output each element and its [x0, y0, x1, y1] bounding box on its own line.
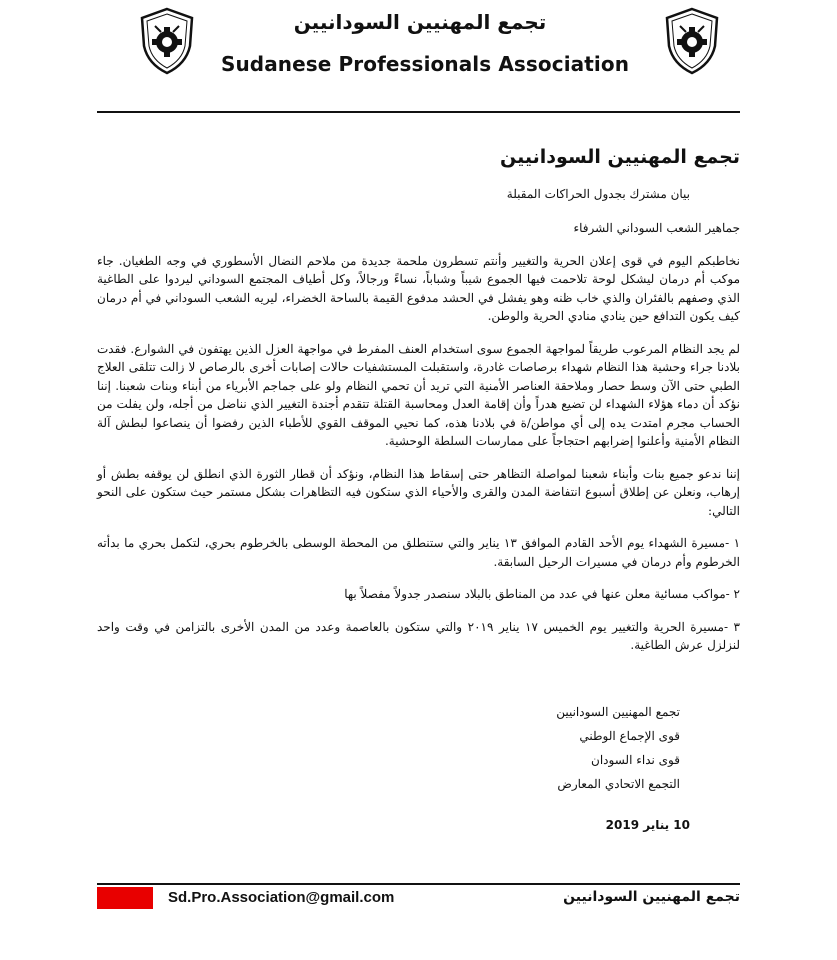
statement-greeting: جماهير الشعب السوداني الشرفاء [573, 221, 740, 235]
signatories [440, 700, 680, 796]
footer-divider [97, 883, 740, 885]
header-title-arabic: تجمع المهنيين السودانيين [293, 10, 547, 34]
spa-logo-left-icon [137, 6, 197, 76]
paragraph-1: نخاطبكم اليوم في قوى إعلان الحرية والتغيير وأنتم تسطرون ملحمة جديدة من ملاحم النضال الأسطوري في وجه الطغيان. جاء موكب أم درمان ليشكل لوحة تلاحمت فيها الجموع شيباً وشباباً، نساءً ورجالاً، وكل أطياف المجتمع السوداني ليردوا على الطاغية الذي وصفهم بالفئران والذي خاب ظنه وهو يفشل في الحشد مدفوع القيمة بالساحة الخضراء، ليريه الشعب السوداني في أم درمان كيف يكون التدافع حين ينادي منادي الحرية والوطن. [97, 253, 740, 323]
statement-date: 10 يناير 2019 [605, 818, 690, 832]
spa-logo-right-icon [662, 6, 722, 76]
schedule-item-2: ٢ -مواكب مسائية معلن عنها في عدد من المناطق بالبلاد سنصدر جدولاً مفصلاً بها [344, 587, 740, 601]
schedule-item-1: ١ -مسيرة الشهداء يوم الأحد القادم الموافق ١٣ يناير والتي ستنطلق من المحطة الوسطى بالخرطوم بحري، لتكمل بحري ما بدأته الخرطوم وأم درمان في مسيرات الرحيل السابقة. [97, 536, 741, 569]
signatory-1: تجمع المهنيين السودانيين [556, 705, 680, 719]
header-divider [97, 111, 740, 113]
signatory-2: قوى الإجماع الوطني [579, 729, 680, 743]
footer-email: Sd.Pro.Association@gmail.com [168, 889, 395, 906]
footer-org-name: تجمع المهنيين السودانيين [563, 889, 740, 905]
signatory-4: التجمع الاتحادي المعارض [557, 777, 680, 791]
header-title-english: Sudanese Professionals Association [220, 52, 630, 76]
paragraph-2: لم يجد النظام المرعوب طريقاً لمواجهة الجموع سوى استخدام العنف المفرط في مواجهة العزل الذين يهتفون في الشوارع. فقدت بلادنا جراء وحشية هذا النظام شهداء برصاصات غادرة، واستقبلت المستشفيات حالات إصابات أخرى بالرصاص لا زالت تتلقى العلاج الطبي حتى الآن وسط حصار وملاحقة العناصر الأمنية التي تريد أن تحمي النظام ولو على جماجم الأبرياء من أبناء وبنات شعبنا. إننا نؤكد أن دماء هؤلاء الشهداء لن تضيع هدراً وأن إقامة العدل ومحاسبة القتلة تتقدم أجندة التغيير الذي نناضل من أجله، ولن يفلت من الحساب مجرم امتدت يده إلى أي مواطن/ة في بلادنا هذه، كما نحيي الموقف القوي للأطباء الذين رفضوا أن ينصاعوا لبطش آلة النظام الأمنية وأعلنوا إضرابهم احتجاجاً على ممارسات السلطة الوحشية. [97, 341, 740, 448]
signatory-3: قوى نداء السودان [591, 753, 680, 767]
statement-body [97, 148, 740, 669]
statement-title: تجمع المهنيين السودانيين [500, 146, 740, 168]
footer-red-block [97, 887, 153, 909]
statement-subtitle: بيان مشترك بجدول الحراكات المقبلة [506, 186, 690, 201]
schedule-item-3: ٣ -مسيرة الحرية والتغيير يوم الخميس ١٧ يناير ٢٠١٩ والتي ستكون بالعاصمة وعدد من المدن الأخرى بالتزامن في وقت واحد لنزلزل عرش الطاغية. [97, 619, 740, 652]
paragraph-3: إننا ندعو جميع بنات وأبناء شعبنا لمواصلة التظاهر حتى إسقاط هذا النظام، ونؤكد أن قطار الثورة الذي انطلق لن يوقفه بطش أو إرهاب، ونعلن عن إطلاق أسبوع انتفاضة المدن والقرى والأحياء الذي ستكون فيه التظاهرات بشكل مستمر حيث ستكون على النحو التالي: [97, 466, 740, 518]
